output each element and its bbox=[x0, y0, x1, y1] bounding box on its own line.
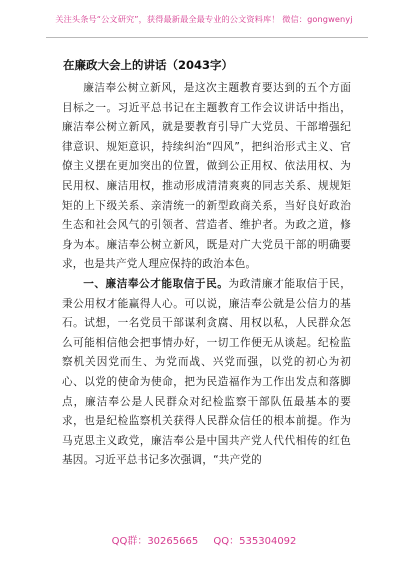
header-note: 关注头条号“公文研究”，获得最新最全最专业的公文资料库！ 微信：gongwenyj bbox=[55, 14, 353, 24]
paragraph-text: 廉洁奉公树立新风，是这次主题教育要达到的五个方面目标之一。习近平总书记在主题教育工作会议讲话中指出，廉洁奉公树立新风，就是要教育引导广大党员、干部增强纪律意识、规矩意识，持续纠治“四风”，把纠治形式主义、官僚主义摆在更加突出的位置，做到公正用权、依法用权、为民用权、廉洁用权，推动形成清清爽爽的同志关系、规规矩矩的上下级关系、亲清统一的新型政商关系，当好良好政治生态和社会风气的引领者、营造者、维护者。为政之道，修身为本。廉洁奉公树立新风，既是对广大党员干部的明确要求，也是共产党人理应保持的政治本色。 bbox=[62, 82, 351, 271]
paragraph-text: 为政清廉才能取信于民，秉公用权才能赢得人心。可以说，廉洁奉公就是公信力的基石。试想，一名党员干部谋利贪腐、用权以私，人民群众怎么可能相信他会把事情办好，一切工作便无从谈起。纪检监察机关因党而生、为党而战、兴党而强，以党的初心为初心、以党的使命为使命，把为民造福作为工作出发点和落脚点，廉洁奉公是人民群众对纪检监察干部队伍最基本的要求，也是纪检监察机关获得人民群众信任的根本前提。作为马克思主义政党，廉洁奉公是中国共产党人代代相传的红色基因。习近平总书记多次强调，“共产党的 bbox=[62, 277, 351, 467]
paragraph-section-1 bbox=[62, 275, 351, 471]
footer-contacts bbox=[0, 532, 408, 547]
document-title: 在廉政大会上的讲话（2043字） bbox=[63, 58, 234, 72]
footer-qq: QQ：535304092 bbox=[213, 536, 297, 547]
document-body bbox=[62, 79, 351, 471]
paragraph-lead: 一、廉洁奉公才能取信于民。 bbox=[83, 277, 229, 290]
footer-qq-group: QQ群：30265665 bbox=[111, 536, 199, 547]
paragraph-intro bbox=[62, 79, 351, 275]
header-divider bbox=[46, 37, 368, 38]
